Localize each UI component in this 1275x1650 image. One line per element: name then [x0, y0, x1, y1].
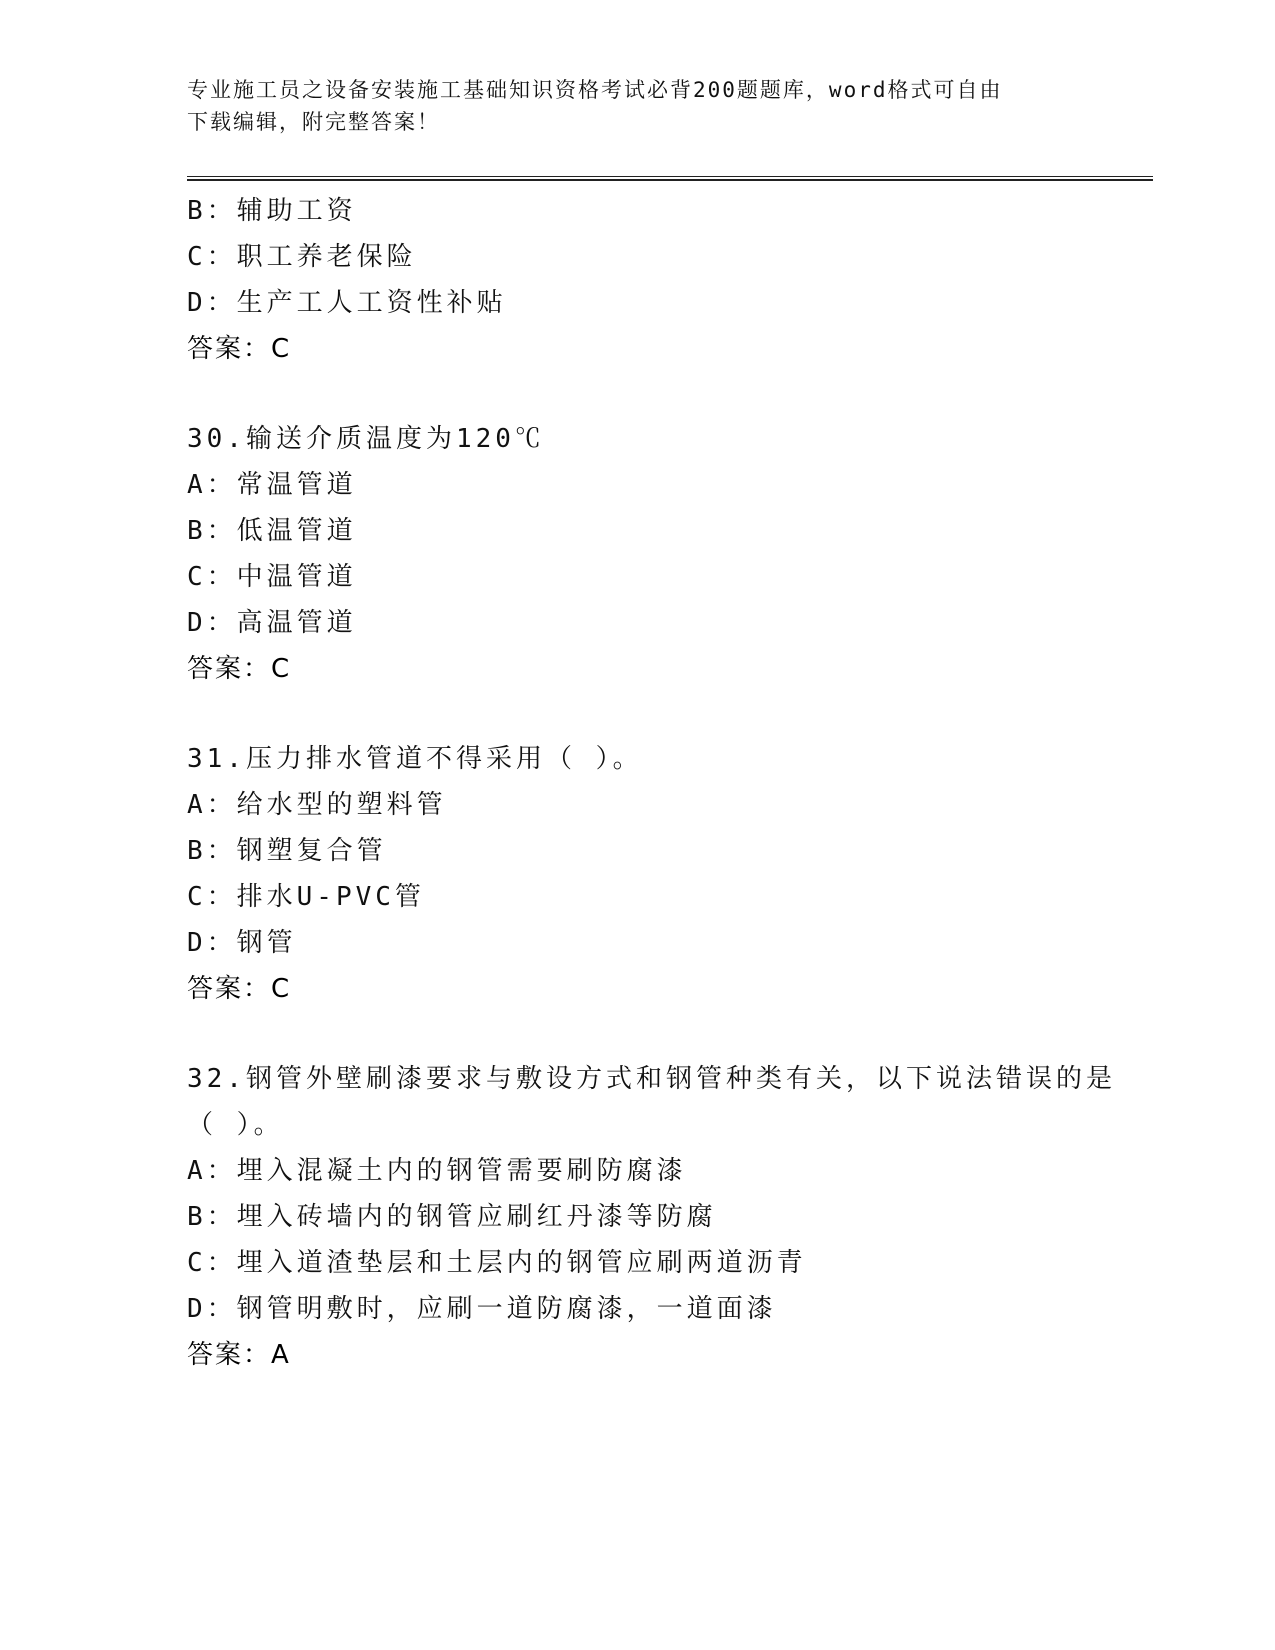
q31-option-b: B：钢塑复合管	[187, 836, 387, 866]
page-header	[187, 74, 1087, 138]
question-list	[187, 188, 1116, 1378]
q31-answer: 答案：C	[187, 974, 292, 1004]
q31-question: 31.压力排水管道不得采用（ ）。	[187, 744, 643, 774]
q30-option-b: B：低温管道	[187, 516, 357, 546]
q29-option-b: B：辅助工资	[187, 196, 357, 226]
header-title-line-2: 下载编辑，附完整答案！	[187, 110, 440, 134]
q31-option-d: D：钢管	[187, 928, 297, 958]
q32-option-a: A：埋入混凝土内的钢管需要刷防腐漆	[187, 1156, 687, 1186]
q30-option-c: C：中温管道	[187, 562, 357, 592]
q32-answer: 答案：A	[187, 1340, 291, 1370]
q32-question-line-1: 32.钢管外壁刷漆要求与敷设方式和钢管种类有关，以下说法错误的是	[187, 1064, 1116, 1094]
question-spacer	[187, 372, 1087, 416]
q30-option-a: A：常温管道	[187, 470, 357, 500]
q31-option-c: C：排水U-PVC管	[187, 882, 425, 912]
question-31	[187, 736, 1087, 1012]
q29-answer: 答案：C	[187, 334, 292, 364]
q30-answer: 答案：C	[187, 654, 292, 684]
question-30	[187, 416, 1087, 692]
question-spacer	[187, 692, 1087, 736]
question-29-tail	[187, 188, 1087, 372]
q32-option-b: B：埋入砖墙内的钢管应刷红丹漆等防腐	[187, 1202, 717, 1232]
header-title-line-1: 专业施工员之设备安装施工基础知识资格考试必背200题题库，word格式可自由	[187, 78, 1003, 102]
question-spacer	[187, 1012, 1087, 1056]
q32-option-c: C：埋入道渣垫层和土层内的钢管应刷两道沥青	[187, 1248, 807, 1278]
question-32	[187, 1056, 1116, 1378]
q32-option-d: D：钢管明敷时，应刷一道防腐漆，一道面漆	[187, 1294, 777, 1324]
header-divider	[187, 176, 1153, 181]
q29-option-c: C：职工养老保险	[187, 242, 417, 272]
q31-option-a: A：给水型的塑料管	[187, 790, 447, 820]
q32-question-line-2: （ ）。	[187, 1110, 284, 1140]
q30-question: 30.输送介质温度为120℃	[187, 424, 545, 454]
q30-option-d: D：高温管道	[187, 608, 357, 638]
q29-option-d: D：生产工人工资性补贴	[187, 288, 507, 318]
